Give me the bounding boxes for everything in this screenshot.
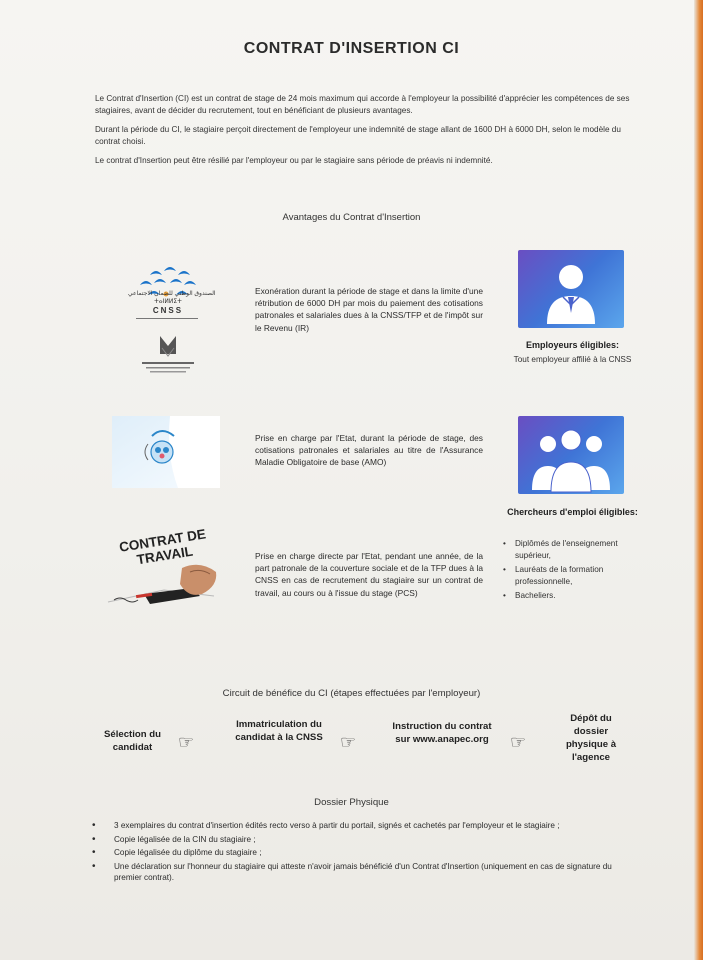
employer-person-icon: [518, 250, 624, 328]
dossier-item: • Copie légalisée du diplôme du stagiaire ;: [92, 847, 637, 859]
tfp-emblem-logo: [132, 332, 204, 380]
circuit-step-2: Immatriculation du candidat à la CNSS: [235, 719, 323, 743]
cnss-logo-letters: CNSS: [152, 306, 184, 315]
dossier-title: Dossier Physique: [314, 797, 389, 808]
medical-care-illustration: [112, 416, 220, 488]
pointing-hand-icon: ☞: [178, 732, 195, 752]
circuit-step-1: Sélection du candidat: [103, 729, 162, 753]
intro-paragraph-2: Durant la période du CI, le stagiaire perçoit directement de l'employeur une indemnité de stage allant de 1600 DH à 6000 DH, selon le modèle du contrat choisi.: [95, 125, 621, 146]
page-title: CONTRAT D'INSERTION CI: [243, 40, 460, 57]
seekers-item: • Lauréats de la formation professionnelle,: [503, 564, 653, 588]
pointing-hand-icon: ☞: [340, 732, 357, 752]
advantage-1-text: Exonération durant la période de stage et dans la limite d'une rétribution de 6000 DH par mois du paiement des cotisations patronales et salariales dues à la CNSS/TFP et de l'impôt sur le Revenu (IR): [255, 286, 483, 333]
employers-text: Tout employeur affilié à la CNSS: [513, 355, 632, 364]
dossier-item: • Copie légalisée de la CIN du stagiaire ;: [92, 834, 637, 846]
circuit-steps: [90, 713, 650, 778]
seekers-item: • Diplômés de l'enseignement supérieur,: [503, 538, 653, 562]
dossier-list: [92, 820, 637, 886]
circuit-step-4: Dépôt du dossier physique à l'agence: [565, 713, 617, 763]
advantage-3-text: Prise en charge directe par l'Etat, pendant une année, de la part patronale de la couverture sociale et de la TFP dues à la CNSS en cas de recrutement du stagiaire sur un contrat de travail, au cours ou à l'issue du stage (PCS): [255, 551, 483, 598]
advantage-2-text: Prise en charge par l'Etat, durant la période de stage, des cotisations patronales et salariales au titre de l'Assurance Maladie Obligatoire de base (AMO): [255, 433, 483, 468]
dossier-item: • 3 exemplaires du contrat d'insertion édités recto verso à partir du portail, signés et cachetés par l'employeur et le stagiaire ;: [92, 820, 637, 832]
intro-paragraph-3: Le contrat d'Insertion peut être résilié par l'employeur ou par le stagiaire sans période de préavis ni indemnité.: [95, 156, 493, 165]
job-seekers-group-icon: [518, 416, 624, 494]
page-edge-stripe: [694, 0, 703, 960]
seekers-list: [503, 538, 653, 604]
seekers-item: • Bacheliers.: [503, 590, 653, 602]
circuit-step-3: Instruction du contrat sur www.anapec.org: [392, 721, 492, 745]
employers-title: Employeurs éligibles:: [525, 340, 620, 350]
intro-paragraph-1: Le Contrat d'Insertion (CI) est un contrat de stage de 24 mois maximum qui accorde à l'employeur la possibilité d'apprécier les compétences de ses stagiaires, avant de décider du recrutement, tout en bénéficiant de plusieurs avantages.: [95, 94, 630, 115]
cnss-logo-arabic-text: [128, 290, 216, 306]
circuit-title: Circuit de bénéfice du CI (étapes effectuées par l'employeur): [222, 688, 481, 699]
contrat-de-travail-label: CONTRAT DE TRAVAIL: [118, 526, 207, 568]
cnss-arabic-line: الصندوق الوطني للضمان الاجتماعي: [128, 291, 216, 297]
dossier-item: • Une déclaration sur l'honneur du stagiaire qui atteste n'avoir jamais bénéficié d'un Contrat d'Insertion (uniquement en cas de signature du premier contrat).: [92, 861, 637, 884]
cnss-tifinagh-line: ⵜⴰⵏⵍⵍⵉⵜ: [154, 299, 182, 305]
seekers-title: Chercheurs d'emploi éligibles:: [507, 507, 638, 517]
logo-divider: [136, 318, 198, 319]
advantages-title: Avantages du Contrat d'Insertion: [282, 212, 421, 223]
intro-block: [95, 93, 630, 174]
pointing-hand-icon: ☞: [510, 732, 527, 752]
